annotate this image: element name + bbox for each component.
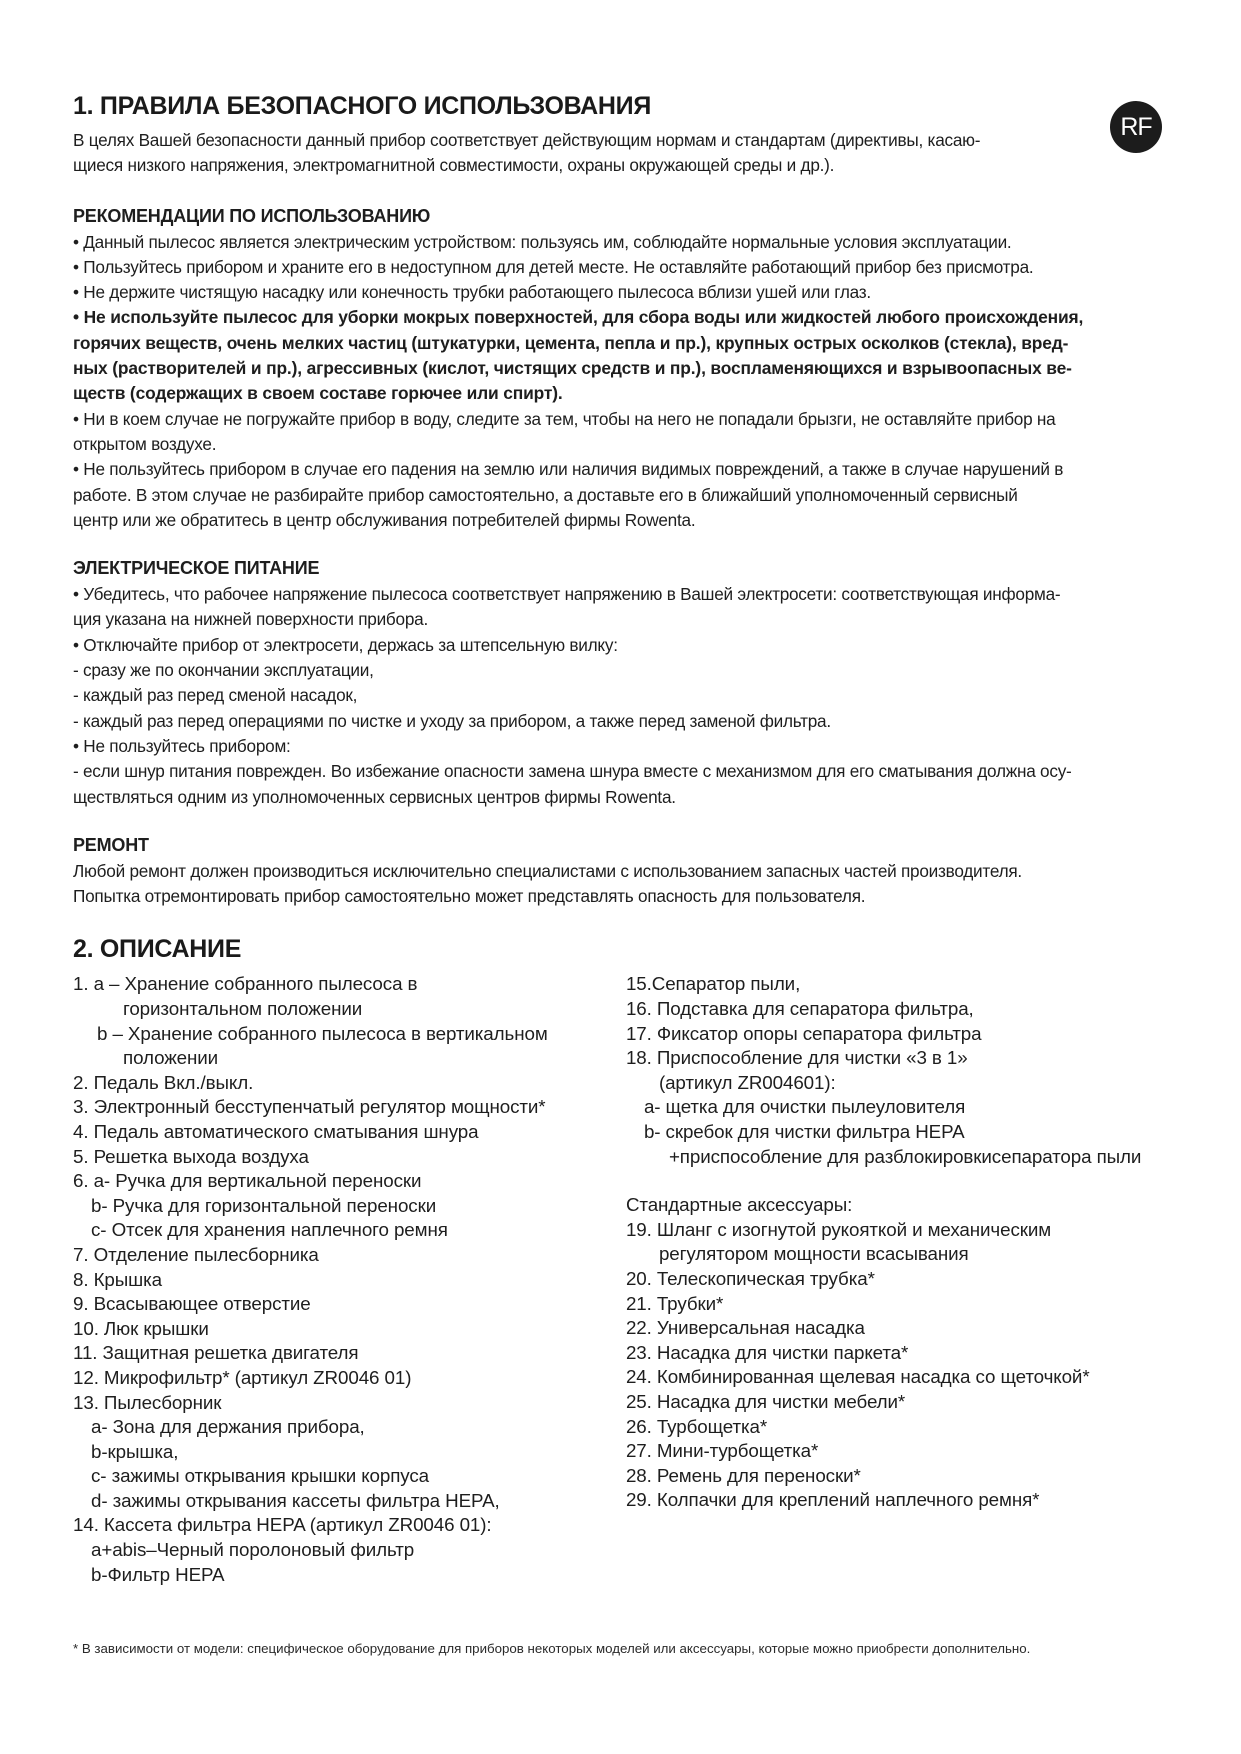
list-item: 23. Насадка для чистки паркета* [625, 1341, 909, 1363]
paragraph-line: ществляться одним из уполномоченных сервисных центров фирмы Rowenta. [73, 786, 676, 807]
parts-list-right [626, 972, 1173, 1587]
list-item: 7. Отделение пылесборника [73, 1243, 319, 1265]
list-item: 19. Шланг с изогнутой рукояткой и механическим [625, 1218, 1052, 1240]
list-item: горизонтальном положении [123, 998, 363, 1020]
paragraph-line: Любой ремонт должен производиться исключительно специалистами с использованием запасных частей производителя. [73, 860, 1022, 881]
list-item: 20. Телескопическая трубка* [625, 1267, 875, 1289]
warning-line: ных (растворителей и пр.), агрессивных (кислот, чистящих средств и пр.), воспламеняющихся и взрывоопасных ве- [73, 358, 1072, 379]
list-item: 9. Всасывающее отверстие [73, 1293, 311, 1315]
list-gap [626, 1169, 1173, 1193]
list-item: регулятором мощности всасывания [658, 1243, 969, 1265]
language-badge: RF [1110, 101, 1162, 153]
paragraph-line: центр или же обратитесь в центр обслуживания потребителей фирмы Rowenta. [73, 509, 696, 530]
list-item: 16. Подставка для сепаратора фильтра, [625, 998, 974, 1020]
section-1-title: 1. ПРАВИЛА БЕЗОПАСНОГО ИСПОЛЬЗОВАНИЯ [73, 92, 652, 120]
list-item: 4. Педаль автоматического сматывания шнура [73, 1120, 479, 1142]
warning-line: • Не используйте пылесос для уборки мокрых поверхностей, для сбора воды или жидкостей любого происхождения, [73, 307, 1084, 328]
paragraph-line: - сразу же по окончании эксплуатации, [73, 660, 374, 681]
footnote: * В зависимости от модели: специфическое оборудование для приборов некоторых моделей или аксессуары, которые можно приобрести дополнительно. [73, 1641, 1031, 1656]
safety-section [73, 92, 1173, 179]
paragraph-line: • Пользуйтесь прибором и храните его в недоступном для детей месте. Не оставляйте работающий прибор без присмотра. [73, 256, 1034, 277]
list-item: (артикул ZR004601): [658, 1071, 836, 1093]
electric-section [73, 558, 1173, 810]
list-item: 21. Трубки* [625, 1292, 724, 1314]
list-item: 1. a – Хранение собранного пылесоса в [73, 973, 418, 995]
recommendations-title: РЕКОМЕНДАЦИИ ПО ИСПОЛЬЗОВАНИЮ [73, 205, 431, 226]
paragraph-line: Попытка отремонтировать прибор самостоятельно может представлять опасность для пользователя. [73, 886, 866, 907]
paragraph-line: ция указана на нижней поверхности прибора. [73, 609, 428, 630]
list-item: a- щетка для очистки пылеуловителя [643, 1096, 966, 1118]
accessories-heading: Стандартные аксессуары: [625, 1194, 853, 1216]
list-item: 2. Педаль Вкл./выкл. [73, 1071, 254, 1093]
intro-line: щиеся низкого напряжения, электромагнитной совместимости, охраны окружающей среды и др.). [73, 155, 835, 176]
description-section [73, 935, 1173, 1587]
paragraph-line: • Отключайте прибор от электросети, держась за штепсельную вилку: [73, 634, 618, 655]
parts-list-left [73, 972, 626, 1587]
paragraph-line: работе. В этом случае не разбирайте прибор самостоятельно, а доставьте его в ближайший уполномоченный сервисный [73, 484, 1018, 505]
paragraph-line: • Ни в коем случае не погружайте прибор в воду, следите за тем, чтобы на него не попадали брызги, не оставляйте прибор на [73, 408, 1056, 429]
paragraph-line: • Не держите чистящую насадку или конечность трубки работающего пылесоса вблизи ушей или глаз. [73, 282, 871, 303]
paragraph-line: • Не пользуйтесь прибором: [73, 735, 291, 756]
list-item: b – Хранение собранного пылесоса в вертикальном [97, 1022, 548, 1044]
list-item: 28. Ремень для переноски* [625, 1464, 861, 1486]
paragraph-line: - каждый раз перед операциями по чистке и уходу за прибором, а также перед заменой фильтра. [73, 710, 831, 731]
list-item: 3. Электронный бесступенчатый регулятор мощности* [73, 1096, 546, 1118]
list-item: +приспособление для разблокировкисепаратора пыли [668, 1145, 1142, 1167]
intro-line: В целях Вашей безопасности данный прибор соответствует действующим нормам и стандартам (директивы, касаю- [73, 130, 981, 150]
list-item: 24. Комбинированная щелевая насадка со щеточкой* [625, 1366, 1090, 1388]
section-2-title: 2. ОПИСАНИЕ [73, 935, 242, 964]
list-item: b- Ручка для горизонтальной переноски [91, 1194, 437, 1216]
list-item: 11. Защитная решетка двигателя [73, 1342, 359, 1364]
list-item: положении [123, 1047, 219, 1069]
list-item: b-Фильтр HEPA [91, 1563, 225, 1585]
manual-page [73, 92, 1173, 1587]
list-item: 29. Колпачки для креплений наплечного ремня* [625, 1489, 1040, 1511]
repair-title: РЕМОНТ [73, 834, 149, 855]
list-item: 13. Пылесборник [73, 1391, 222, 1413]
paragraph-line: - если шнур питания поврежден. Во избежание опасности замена шнура вместе с механизмом для его сматывания должна осу- [73, 761, 1072, 782]
paragraph-line: • Не пользуйтесь прибором в случае его падения на землю или наличия видимых повреждений, а также в случае нарушений в [73, 459, 1064, 480]
electric-title: ЭЛЕКТРИЧЕСКОЕ ПИТАНИЕ [73, 558, 320, 579]
list-item: a+abis–Черный поролоновый фильтр [91, 1539, 415, 1561]
list-item: 15.Сепаратор пыли, [625, 973, 801, 995]
list-item: d- зажимы открывания кассеты фильтра HEPA, [91, 1489, 500, 1511]
list-item: b- скребок для чистки фильтра HEPA [643, 1120, 965, 1142]
list-item: 8. Крышка [73, 1268, 163, 1290]
warning-line: горячих веществ, очень мелких частиц (штукатурки, цемента, пепла и пр.), крупных острых осколков (стекла), вред- [73, 332, 1069, 353]
list-item: c- Отсек для хранения наплечного ремня [91, 1219, 448, 1241]
list-item: c- зажимы открывания крышки корпуса [91, 1465, 430, 1487]
list-item: 17. Фиксатор опоры сепаратора фильтра [625, 1022, 982, 1044]
list-item: 10. Люк крышки [73, 1317, 209, 1339]
list-item: 6. a- Ручка для вертикальной переноски [73, 1170, 422, 1192]
list-item: b-крышка, [91, 1440, 179, 1462]
repair-section [73, 835, 1173, 910]
list-item: 14. Кассета фильтра HEPA (артикул ZR0046 01): [73, 1514, 492, 1536]
list-item: 12. Микрофильтр* (артикул ZR0046 01) [73, 1366, 412, 1388]
list-item: 25. Насадка для чистки мебели* [625, 1390, 906, 1412]
list-item: 22. Универсальная насадка [625, 1317, 865, 1339]
paragraph-line: - каждый раз перед сменой насадок, [73, 685, 358, 706]
list-item: 18. Приспособление для чистки «3 в 1» [625, 1047, 968, 1069]
paragraph-line: • Убедитесь, что рабочее напряжение пылесоса соответствует напряжению в Вашей электросети: соответствующая информа- [73, 584, 1061, 605]
warning-line: ществ (содержащих в своем составе горючее или спирт). [73, 383, 563, 404]
list-item: 26. Турбощетка* [625, 1415, 768, 1437]
paragraph-line: • Данный пылесос является электрическим устройством: пользуясь им, соблюдайте нормальные условия эксплуатации. [73, 231, 1012, 252]
list-item: 27. Мини-турбощетка* [625, 1440, 819, 1462]
parts-list [73, 972, 1173, 1587]
recommendations-section [73, 206, 1173, 534]
list-item: a- Зона для держания прибора, [91, 1416, 365, 1438]
list-item: 5. Решетка выхода воздуха [73, 1145, 309, 1167]
paragraph-line: открытом воздухе. [73, 433, 217, 454]
